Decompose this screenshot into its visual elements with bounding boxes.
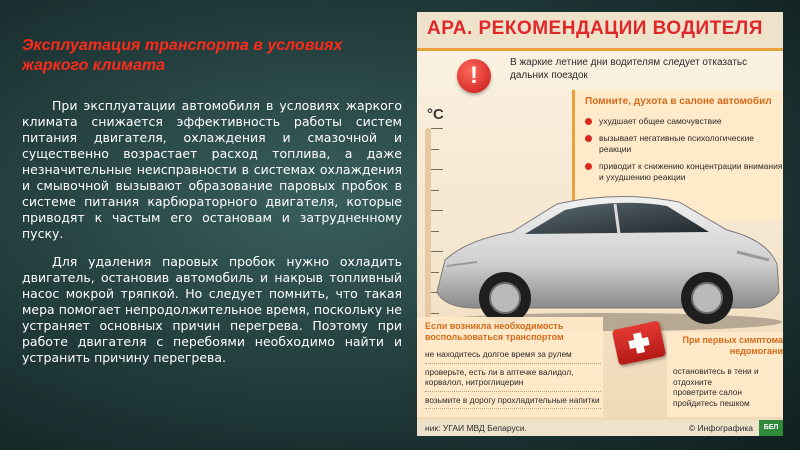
infographic-header <box>417 12 783 51</box>
credit-text: © Инфографика <box>688 423 753 433</box>
infographic-image <box>417 12 783 436</box>
paragraph-2: Для удаления паровых пробок нужно охладить двигатель, остановив автомобиль и накрыв топливный насос мокрой тряпкой. Но следует помнить, что такая мера помогает непродолжительное время, поскольку не устраняет основных причин перегрева. Поэтому при работе двигателя с перебоями необходимо найти и устранить причину перегрева. <box>22 254 402 365</box>
slide-title: Эксплуатация транспорта в условиях жаркого климата <box>22 37 343 74</box>
info-box-transport-title: Если возникла необходимость воспользоваться транспортом <box>425 321 564 342</box>
thermometer-label: °C <box>427 106 444 123</box>
exclamation-icon <box>457 59 491 93</box>
info-box-stuffiness-title: Помните, духота в салоне автомобил <box>585 96 772 107</box>
list-item: возьмите в дорогу прохладительные напитки <box>425 395 601 410</box>
warning-text: В жаркие летние дни водителям следует отказатьс дальних поездок <box>510 57 748 81</box>
info-box-symptoms-list <box>673 366 783 408</box>
list-item: проверьте, есть ли в аптечке валидол, корвалол, нитроглицерин <box>425 367 601 392</box>
infographic-footer <box>417 420 783 436</box>
list-item: вызывает негативные психологические реакции <box>585 133 783 155</box>
paragraph-1: При эксплуатации автомобиля в условиях жаркого климата снижается эффективность работы систем питания двигателя, охлаждения и смазочной и существенно возрастает расход топлива, а даже незначительные неисправности в системах охлаждения и смывочной вызывают образование паровых пробок в системе питания карбюраторного двигателя, которые приводят к частым его остановам и затрудненному пуску. <box>22 98 402 241</box>
list-item: пройдитесь пешком <box>673 397 750 408</box>
publisher-logo: БЕЛ <box>759 420 783 436</box>
car-illustration <box>417 182 783 332</box>
exclamation-symbol: ! <box>470 62 478 89</box>
slide-body-text <box>22 98 402 378</box>
info-box-transport-list <box>425 349 601 412</box>
info-box-symptoms-title: При первых симптома недомогани <box>682 335 783 356</box>
info-box-stuffiness-list <box>585 116 783 189</box>
list-item: ухудшает общее самочувствие <box>585 116 783 127</box>
list-item: приводит к снижению концентрации внимания и ухудшению реакции <box>585 161 783 183</box>
source-text: ник: УГАИ МВД Беларуси. <box>425 423 527 433</box>
list-item: не находитесь долгое время за рулем <box>425 349 601 364</box>
info-box-transport <box>417 317 603 417</box>
list-item: остановитесь в тени и отдохните <box>673 366 759 387</box>
infographic-title: АРА. РЕКОМЕНДАЦИИ ВОДИТЕЛЯ <box>427 18 763 39</box>
info-box-symptoms <box>667 332 783 417</box>
list-item: проветрите салон <box>673 387 742 397</box>
